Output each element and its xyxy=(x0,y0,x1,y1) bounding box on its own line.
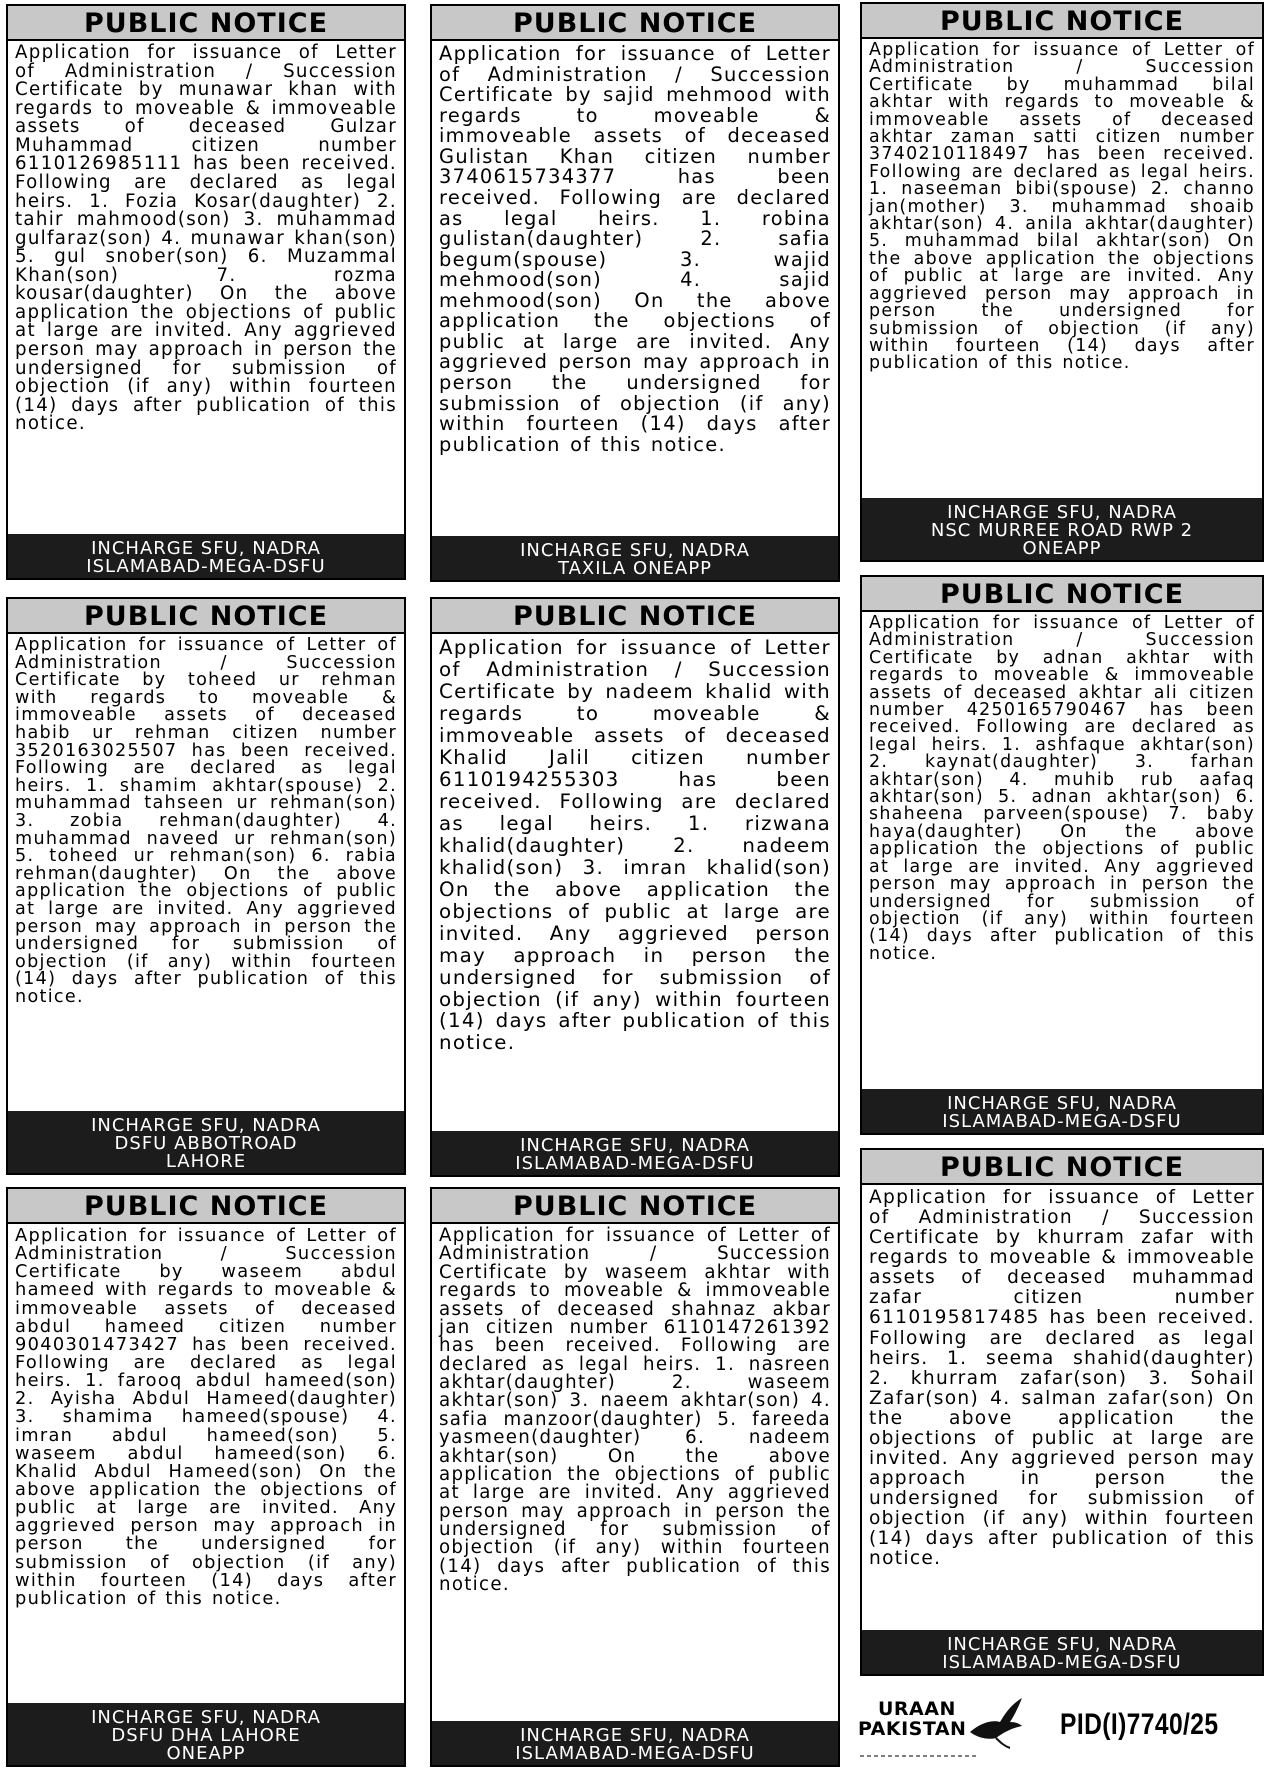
logo-tagline-decoration xyxy=(858,1752,978,1763)
footer-line: INCHARGE SFU, NADRA xyxy=(91,1115,321,1136)
footer-line: ISLAMABAD-MEGA-DSFU xyxy=(942,1111,1182,1132)
pid-number: PID(I)7740/25 xyxy=(1060,1708,1219,1741)
notice-heading: PUBLIC NOTICE xyxy=(432,6,838,41)
notice-footer xyxy=(862,498,1262,560)
notice-heading: PUBLIC NOTICE xyxy=(432,599,838,634)
notice-3 xyxy=(860,2,1264,562)
notice-7 xyxy=(6,1187,406,1767)
footer-line: NSC MURREE ROAD RWP 2 xyxy=(930,520,1194,541)
bird-emblem-icon xyxy=(966,1692,1026,1752)
footer-line: DSFU ABBOTROAD xyxy=(114,1133,298,1154)
footer-line: INCHARGE SFU, NADRA xyxy=(520,1135,750,1156)
notice-heading: PUBLIC NOTICE xyxy=(8,1189,404,1224)
footer-line: ONEAPP xyxy=(166,1743,246,1764)
logo-line-1: URAAN xyxy=(878,1698,956,1720)
notice-footer xyxy=(432,536,838,580)
footer-line: ISLAMABAD-MEGA-DSFU xyxy=(86,556,326,577)
notice-body: Application for issuance of Letter of Administration / Succession Certificate by khurram zafar with regards to moveable & immoveable assets of deceased muhammad zafar citizen number 6110195817485 has been received. Following are declared as legal heirs. 1. seema shahid(daughter) 2. khurram zafar(son) 3. Sohail Zafar(son) 4. salman zafar(son) On the above application the objections of public at large are invited. Any aggrieved person may approach in person the undersigned for submission of objection (if any) within fourteen (14) days after publication of this notice. xyxy=(869,1187,1255,1570)
footer-line: INCHARGE SFU, NADRA xyxy=(947,502,1177,523)
notice-body: Application for issuance of Letter of Administration / Succession Certificate by muhammad bilal akhtar with regards to moveable & immoveable assets of deceased akhtar zaman satti citizen number 3740210118497 has been received. Following are declared as legal heirs. 1. naseeman bibi(spouse) 2. channo jan(mother) 3. muhammad shoaib akhtar(son) 4. anila akhtar(daughter) 5. muhammad bilal akhtar(son) On the above application the objections of public at large are invited. Any aggrieved person may approach in person the undersigned for submission of objection (if any) within fourteen (14) days after publication of this notice. xyxy=(869,40,1255,374)
notice-footer xyxy=(862,1630,1262,1674)
footer-line: ONEAPP xyxy=(1022,538,1102,559)
footer-line: INCHARGE SFU, NADRA xyxy=(520,540,750,561)
notice-footer xyxy=(8,1111,404,1173)
footer-line: ISLAMABAD-MEGA-DSFU xyxy=(515,1153,755,1174)
notice-footer xyxy=(8,534,404,578)
footer-line: ISLAMABAD-MEGA-DSFU xyxy=(515,1743,755,1764)
notice-footer xyxy=(8,1703,404,1765)
notice-body: Application for issuance of Letter of Administration / Succession Certificate by nadeem khalid with regards to moveable & immoveable assets of deceased Khalid Jalil citizen number 6110194255303 has been received. Following are declared as legal heirs. 1. rizwana khalid(daughter) 2. nadeem khalid(son) 3. imran khalid(son) On the above application the objections of public at large are invited. Any aggrieved person may approach in person the undersigned for submission of objection (if any) within fourteen (14) days after publication of this notice. xyxy=(439,636,831,1055)
footer-line: ISLAMABAD-MEGA-DSFU xyxy=(942,1652,1182,1673)
footer-line: INCHARGE SFU, NADRA xyxy=(520,1725,750,1746)
notice-body: Application for issuance of Letter of Administration / Succession Certificate by sajid mehmood with regards to moveable & immoveable assets of deceased Gulistan Khan citizen number 3740615734377 has been received. Following are declared as legal heirs. 1. robina gulistan(daughter) 2. safia begum(spouse) 3. wajid mehmood(son) 4. sajid mehmood(son) On the above application the objections of public at large are invited. Any aggrieved person may approach in person the undersigned for submission of objection (if any) within fourteen (14) days after publication of this notice. xyxy=(439,42,831,456)
notice-1 xyxy=(6,4,406,580)
notice-6 xyxy=(860,575,1264,1135)
footer-line: INCHARGE SFU, NADRA xyxy=(91,538,321,559)
footer-line: INCHARGE SFU, NADRA xyxy=(947,1093,1177,1114)
notice-footer xyxy=(432,1131,838,1175)
footer-line: LAHORE xyxy=(165,1151,247,1172)
notice-body: Application for issuance of Letter of Administration / Succession Certificate by waseem akhtar with regards to moveable & immoveable assets of deceased shahnaz akbar jan citizen number 6110147261392 has been received. Following are declared as legal heirs. 1. nasreen akhtar(daughter) 2. waseem akhtar(son) 3. naeem akhtar(son) 4. safia manzoor(daughter) 5. fareeda yasmeen(daughter) 6. nadeem akhtar(son) On the above application the objections of public at large are invited. Any aggrieved person may approach in person the undersigned for submission of objection (if any) within fourteen (14) days after publication of this notice. xyxy=(439,1225,831,1596)
footer-line: TAXILA ONEAPP xyxy=(557,558,713,579)
notice-9 xyxy=(860,1148,1264,1676)
logo-wordmark xyxy=(858,1700,966,1740)
notice-heading: PUBLIC NOTICE xyxy=(8,599,404,634)
notice-heading: PUBLIC NOTICE xyxy=(8,6,404,41)
notice-body: Application for issuance of Letter of Administration / Succession Certificate by adnan akhtar with regards to moveable & immoveable assets of deceased akhtar ali citizen number 4250165790467 has been received. Following are declared as legal heirs. 1. ashfaque akhtar(son) 2. kaynat(daughter) 3. farhan akhtar(son) 4. muhib rub aafaq akhtar(son) 5. adnan akhtar(son) 6. shaheena parveen(spouse) 7. baby haya(daughter) On the above application the objections of public at large are invited. Any aggrieved person may approach in person the undersigned for submission of objection (if any) within fourteen (14) days after publication of this notice. xyxy=(869,613,1255,964)
notice-footer xyxy=(862,1089,1262,1133)
notice-heading: PUBLIC NOTICE xyxy=(432,1189,838,1224)
notice-body: Application for issuance of Letter of Administration / Succession Certificate by munawar khan with regards to moveable & immoveable assets of deceased Gulzar Muhammad citizen number 6110126985111 has been received. Following are declared as legal heirs. 1. Fozia Kosar(daughter) 2. tahir mahmood(son) 3. muhammad gulfaraz(son) 4. munawar khan(son) 5. gul snober(son) 6. Muzammal Khan(son) 7. rozma kousar(daughter) On the above application the objections of public at large are invited. Any aggrieved person may approach in person the undersigned for submission of objection (if any) within fourteen (14) days after publication of this notice. xyxy=(15,42,397,435)
footer-line: DSFU DHA LAHORE xyxy=(111,1725,301,1746)
uraan-pakistan-logo xyxy=(858,1692,1028,1762)
notice-8 xyxy=(430,1187,840,1767)
footer-line: INCHARGE SFU, NADRA xyxy=(947,1634,1177,1655)
notice-body: Application for issuance of Letter of Administration / Succession Certificate by toheed ur rehman with regards to moveable & immoveable assets of deceased habib ur rehman citizen number 3520163025507 has been received. Following are declared as legal heirs. 1. shamim akhtar(spouse) 2. muhammad tahseen ur rehman(son) 3. zobia rehman(daughter) 4. muhammad naveed ur rehman(son) 5. toheed ur rehman(son) 6. rabia rehman(daughter) On the above application the objections of public at large are invited. Any aggrieved person may approach in person the undersigned for submission of objection (if any) within fourteen (14) days after publication of this notice. xyxy=(15,635,397,1007)
footer-line: INCHARGE SFU, NADRA xyxy=(91,1707,321,1728)
notice-footer xyxy=(432,1721,838,1765)
notice-2 xyxy=(430,4,840,582)
notice-heading: PUBLIC NOTICE xyxy=(862,1150,1262,1185)
notice-heading: PUBLIC NOTICE xyxy=(862,577,1262,612)
notice-heading: PUBLIC NOTICE xyxy=(862,4,1262,39)
notice-5 xyxy=(430,597,840,1177)
notice-4 xyxy=(6,597,406,1175)
logo-line-2: PAKISTAN xyxy=(858,1717,967,1740)
notice-body: Application for issuance of Letter of Administration / Succession Certificate by waseem abdul hameed with regards to moveable & immoveable assets of deceased abdul hameed citizen number 9040301473427 has been received. Following are declared as legal heirs. 1. farooq abdul hameed(son) 2. Ayisha Abdul Hameed(daughter) 3. shamima hameed(spouse) 4. imran abdul hameed(son) 5. waseem abdul hameed(son) 6. Khalid Abdul Hameed(son) On the above application the objections of public at large are invited. Any aggrieved person may approach in person the undersigned for submission of objection (if any) within fourteen (14) days after publication of this notice. xyxy=(15,1225,397,1609)
